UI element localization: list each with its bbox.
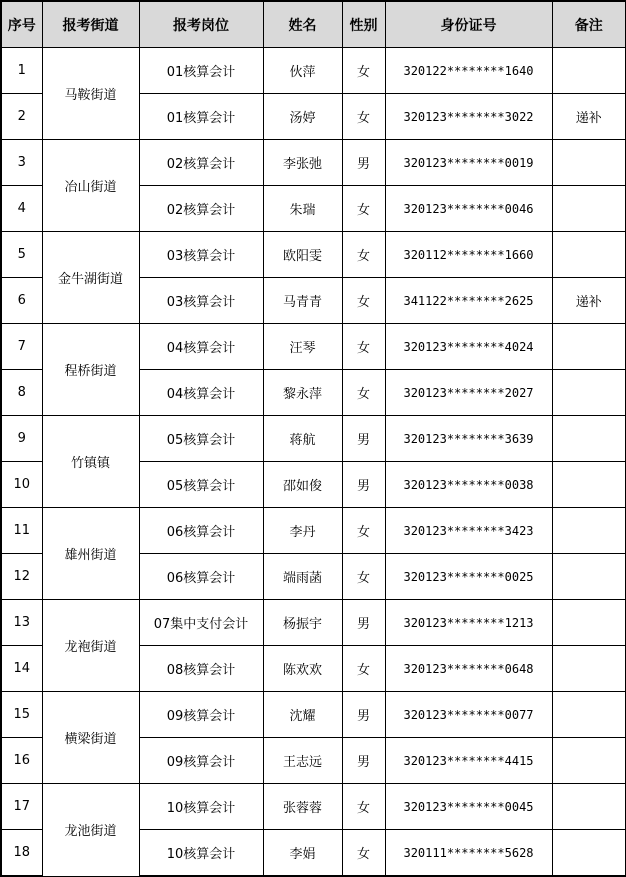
cell-note <box>552 646 626 692</box>
cell-name: 李丹 <box>263 508 342 554</box>
cell-no: 14 <box>1 646 42 692</box>
cell-no: 3 <box>1 140 42 186</box>
cell-name: 杨振宇 <box>263 600 342 646</box>
table-row <box>1 600 626 646</box>
cell-post: 05核算会计 <box>139 416 263 462</box>
cell-note <box>552 600 626 646</box>
cell-note <box>552 462 626 508</box>
table-row <box>1 784 626 830</box>
table-row <box>1 232 626 278</box>
header-note: 备注 <box>552 1 626 48</box>
cell-id: 341122********2625 <box>385 278 552 324</box>
cell-gender: 女 <box>342 278 385 324</box>
cell-id: 320123********0077 <box>385 692 552 738</box>
cell-street: 龙池街道 <box>42 784 139 877</box>
cell-note <box>552 830 626 877</box>
cell-post: 04核算会计 <box>139 324 263 370</box>
cell-note: 递补 <box>552 94 626 140</box>
table-row <box>1 48 626 94</box>
cell-gender: 男 <box>342 738 385 784</box>
cell-id: 320123********4024 <box>385 324 552 370</box>
cell-name: 张蓉蓉 <box>263 784 342 830</box>
cell-no: 15 <box>1 692 42 738</box>
cell-note <box>552 554 626 600</box>
header-post: 报考岗位 <box>139 1 263 48</box>
cell-id: 320122********1640 <box>385 48 552 94</box>
cell-street: 龙袍街道 <box>42 600 139 692</box>
cell-street: 雄州街道 <box>42 508 139 600</box>
cell-no: 7 <box>1 324 42 370</box>
cell-gender: 女 <box>342 646 385 692</box>
cell-no: 11 <box>1 508 42 554</box>
cell-id: 320123********0038 <box>385 462 552 508</box>
cell-gender: 男 <box>342 416 385 462</box>
cell-no: 16 <box>1 738 42 784</box>
table-row <box>1 692 626 738</box>
cell-note <box>552 232 626 278</box>
cell-no: 8 <box>1 370 42 416</box>
cell-no: 10 <box>1 462 42 508</box>
table-row <box>1 416 626 462</box>
cell-post: 10核算会计 <box>139 784 263 830</box>
cell-name: 马青青 <box>263 278 342 324</box>
cell-id: 320123********3423 <box>385 508 552 554</box>
cell-note <box>552 738 626 784</box>
cell-note <box>552 370 626 416</box>
cell-id: 320123********0025 <box>385 554 552 600</box>
cell-no: 17 <box>1 784 42 830</box>
cell-gender: 女 <box>342 94 385 140</box>
cell-note <box>552 416 626 462</box>
cell-name: 端雨菡 <box>263 554 342 600</box>
cell-note <box>552 784 626 830</box>
cell-gender: 女 <box>342 232 385 278</box>
cell-street: 程桥街道 <box>42 324 139 416</box>
header-street: 报考街道 <box>42 1 139 48</box>
cell-id: 320123********0046 <box>385 186 552 232</box>
cell-note <box>552 48 626 94</box>
cell-post: 03核算会计 <box>139 232 263 278</box>
cell-street: 金牛湖街道 <box>42 232 139 324</box>
cell-gender: 女 <box>342 370 385 416</box>
cell-gender: 男 <box>342 692 385 738</box>
cell-gender: 男 <box>342 600 385 646</box>
header-gender: 性别 <box>342 1 385 48</box>
cell-name: 陈欢欢 <box>263 646 342 692</box>
cell-gender: 女 <box>342 324 385 370</box>
header-row <box>1 1 626 48</box>
cell-name: 邵如俊 <box>263 462 342 508</box>
cell-name: 伙萍 <box>263 48 342 94</box>
cell-gender: 男 <box>342 462 385 508</box>
cell-name: 李娟 <box>263 830 342 877</box>
cell-name: 欧阳雯 <box>263 232 342 278</box>
cell-post: 02核算会计 <box>139 186 263 232</box>
cell-gender: 女 <box>342 48 385 94</box>
header-no: 序号 <box>1 1 42 48</box>
cell-name: 朱瑞 <box>263 186 342 232</box>
cell-name: 汪琴 <box>263 324 342 370</box>
cell-gender: 女 <box>342 784 385 830</box>
cell-post: 07集中支付会计 <box>139 600 263 646</box>
cell-note <box>552 324 626 370</box>
cell-street: 横梁街道 <box>42 692 139 784</box>
cell-post: 01核算会计 <box>139 48 263 94</box>
cell-no: 18 <box>1 830 42 877</box>
cell-id: 320123********0019 <box>385 140 552 186</box>
cell-no: 13 <box>1 600 42 646</box>
cell-post: 06核算会计 <box>139 554 263 600</box>
cell-name: 黎永萍 <box>263 370 342 416</box>
cell-post: 10核算会计 <box>139 830 263 877</box>
cell-gender: 男 <box>342 140 385 186</box>
cell-note: 递补 <box>552 278 626 324</box>
cell-street: 冶山街道 <box>42 140 139 232</box>
cell-id: 320123********0648 <box>385 646 552 692</box>
cell-no: 9 <box>1 416 42 462</box>
cell-gender: 女 <box>342 830 385 877</box>
header-name: 姓名 <box>263 1 342 48</box>
cell-post: 06核算会计 <box>139 508 263 554</box>
header-id: 身份证号 <box>385 1 552 48</box>
cell-post: 05核算会计 <box>139 462 263 508</box>
cell-id: 320112********1660 <box>385 232 552 278</box>
cell-name: 汤婷 <box>263 94 342 140</box>
cell-id: 320123********1213 <box>385 600 552 646</box>
cell-id: 320123********0045 <box>385 784 552 830</box>
cell-id: 320123********3639 <box>385 416 552 462</box>
cell-id: 320123********4415 <box>385 738 552 784</box>
cell-name: 王志远 <box>263 738 342 784</box>
cell-name: 李张弛 <box>263 140 342 186</box>
cell-gender: 女 <box>342 554 385 600</box>
cell-gender: 女 <box>342 186 385 232</box>
cell-no: 4 <box>1 186 42 232</box>
cell-note <box>552 186 626 232</box>
cell-post: 08核算会计 <box>139 646 263 692</box>
cell-name: 沈耀 <box>263 692 342 738</box>
cell-note <box>552 140 626 186</box>
cell-post: 01核算会计 <box>139 94 263 140</box>
cell-no: 5 <box>1 232 42 278</box>
cell-note <box>552 692 626 738</box>
cell-post: 02核算会计 <box>139 140 263 186</box>
table-row <box>1 140 626 186</box>
cell-post: 03核算会计 <box>139 278 263 324</box>
table-row <box>1 508 626 554</box>
cell-gender: 女 <box>342 508 385 554</box>
cell-note <box>552 508 626 554</box>
cell-street: 竹镇镇 <box>42 416 139 508</box>
cell-id: 320111********5628 <box>385 830 552 877</box>
cell-post: 09核算会计 <box>139 692 263 738</box>
cell-no: 1 <box>1 48 42 94</box>
table-row <box>1 324 626 370</box>
cell-name: 蒋航 <box>263 416 342 462</box>
cell-street: 马鞍街道 <box>42 48 139 140</box>
table-body <box>1 48 626 877</box>
cell-post: 04核算会计 <box>139 370 263 416</box>
cell-no: 2 <box>1 94 42 140</box>
cell-no: 6 <box>1 278 42 324</box>
cell-no: 12 <box>1 554 42 600</box>
cell-post: 09核算会计 <box>139 738 263 784</box>
cell-id: 320123********3022 <box>385 94 552 140</box>
cell-id: 320123********2027 <box>385 370 552 416</box>
